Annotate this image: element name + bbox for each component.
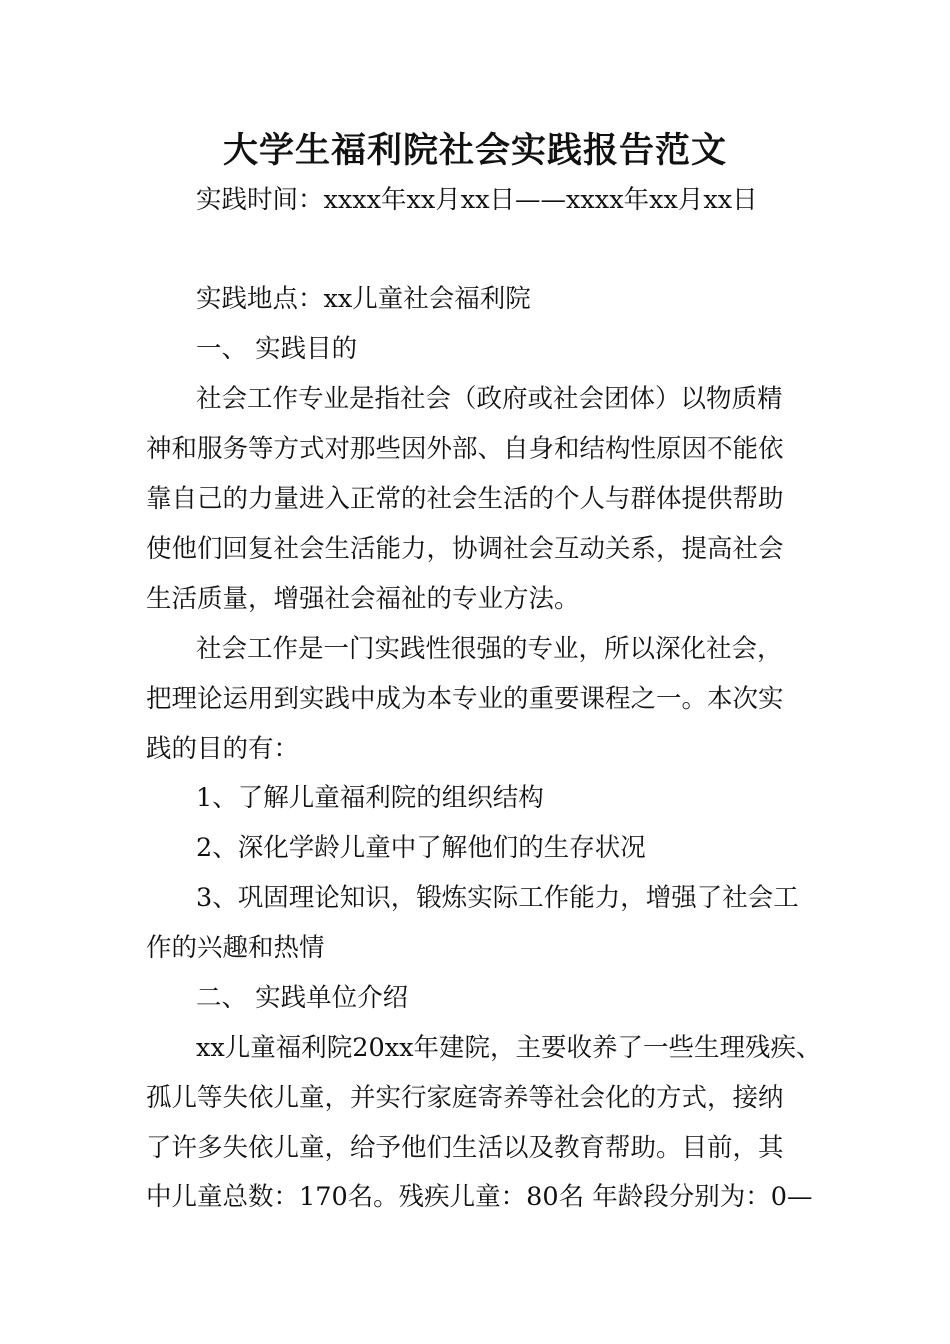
paragraph-line: 生活质量，增强社会福祉的专业方法。	[146, 584, 580, 614]
paragraph-line: xx儿童福利院20xx年建院，主要收养了一些生理残疾、	[196, 1033, 822, 1063]
list-item: 3、巩固理论知识，锻炼实际工作能力，增强了社会工	[196, 883, 799, 913]
paragraph-line: 社会工作是一门实践性很强的专业，所以深化社会，	[196, 634, 783, 664]
list-item-continuation: 作的兴趣和热情	[146, 933, 325, 963]
section-heading-purpose: 一、 实践目的	[196, 334, 358, 364]
document-title: 大学生福利院社会实践报告范文	[222, 131, 727, 171]
paragraph-line: 把理论运用到实践中成为本专业的重要课程之一。本次实	[146, 684, 784, 714]
paragraph-line: 孤儿等失依儿童，并实行家庭寄养等社会化的方式，接纳	[146, 1083, 784, 1113]
paragraph-line: 了许多失依儿童，给予他们生活以及教育帮助。目前，其	[146, 1133, 784, 1163]
paragraph-line: 神和服务等方式对那些因外部、自身和结构性原因不能依	[146, 434, 784, 464]
paragraph-line: 靠自己的力量进入正常的社会生活的个人与群体提供帮助	[146, 484, 784, 514]
paragraph-line: 践的目的有：	[146, 734, 300, 764]
paragraph-line: 使他们回复社会生活能力，协调社会互动关系，提高社会	[146, 534, 784, 564]
practice-location-line: 实践地点：xx儿童社会福利院	[196, 284, 531, 314]
paragraph-line: 社会工作专业是指社会（政府或社会团体）以物质精	[196, 384, 783, 414]
section-heading-unit-intro: 二、 实践单位介绍	[196, 983, 409, 1013]
practice-time-line: 实践时间：xxxx年xx月xx日——xxxx年xx月xx日	[196, 185, 758, 215]
list-item: 1、了解儿童福利院的组织结构	[196, 783, 544, 813]
paragraph-line: 中儿童总数：170名。残疾儿童：80名 年龄段分别为：0—	[146, 1182, 813, 1212]
list-item: 2、深化学龄儿童中了解他们的生存状况	[196, 833, 646, 863]
